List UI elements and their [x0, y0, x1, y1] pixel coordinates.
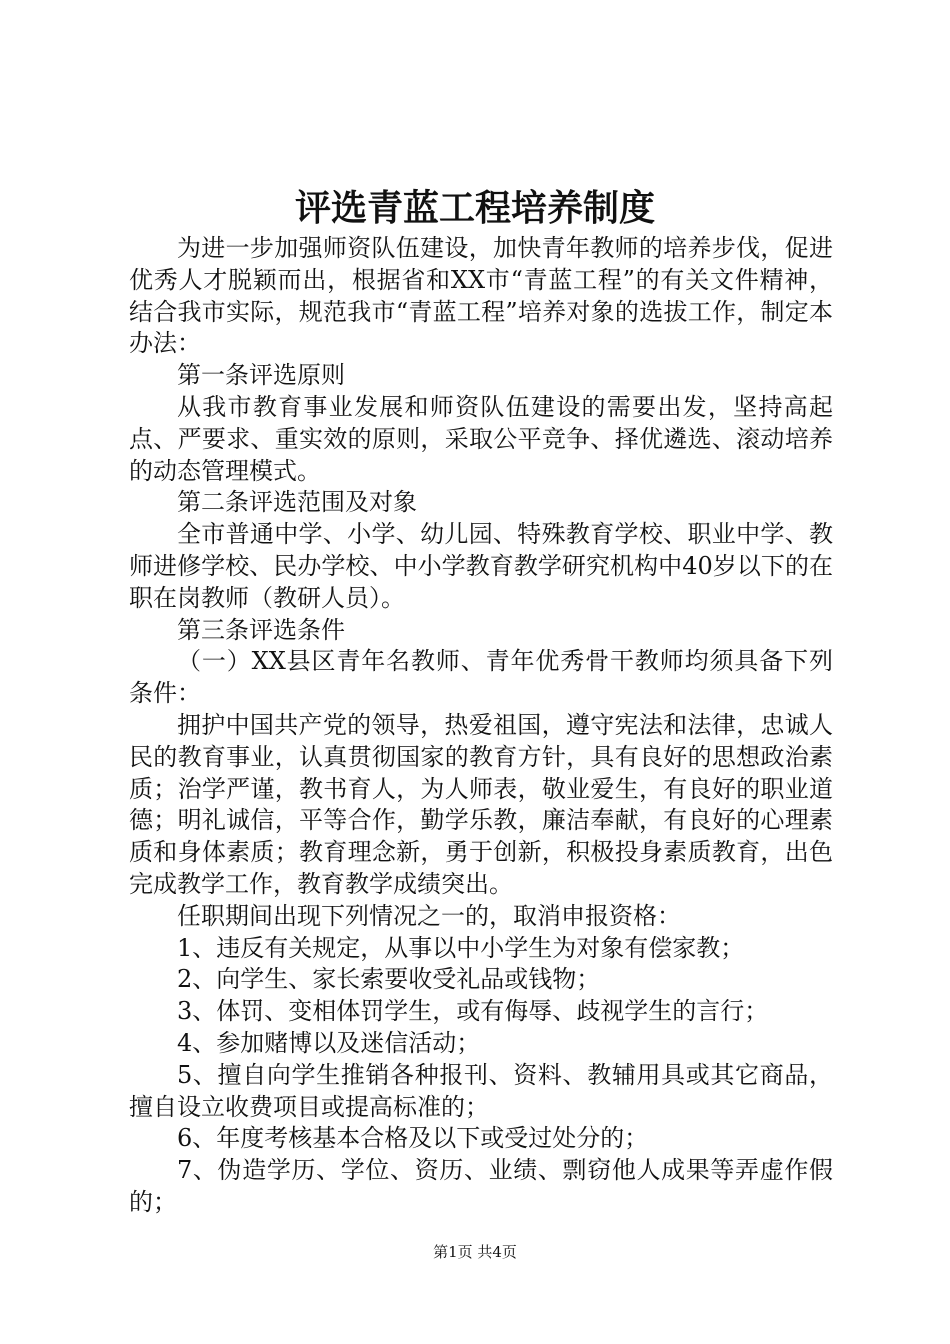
document-body — [129, 233, 833, 1219]
list-item: 4、参加赌博以及迷信活动； — [177, 1028, 481, 1057]
intro-paragraph: 为进一步加强师资队伍建设，加快青年教师的培养步伐，促进优秀人才脱颖而出，根据省和XX市“青蓝工程”的有关文件精神，结合我市实际，规范我市“青蓝工程”培养对象的选拔工作，制定本办法： — [129, 234, 833, 358]
cancel-intro: 任职期间出现下列情况之一的，取消申报资格： — [177, 901, 681, 930]
article-2-text: 全市普通中学、小学、幼儿园、特殊教育学校、职业中学、教师进修学校、民办学校、中小学教育教学研究机构中40岁以下的在职在岗教师（教研人员）。 — [129, 520, 833, 612]
article-1-heading: 第一条评选原则 — [177, 361, 345, 390]
list-item: 5、擅自向学生推销各种报刊、资料、教辅用具或其它商品，擅自设立收费项目或提高标准的； — [129, 1060, 833, 1121]
list-item: 1、违反有关规定，从事以中小学生为对象有偿家教； — [177, 933, 745, 962]
list-item: 3、体罚、变相体罚学生，或有侮辱、歧视学生的言行； — [177, 997, 769, 1026]
article-1-text: 从我市教育事业发展和师资队伍建设的需要出发，坚持高起点、严要求、重实效的原则，采取公平竞争、择优遴选、滚动培养的动态管理模式。 — [129, 392, 833, 485]
list-item: 6、年度考核基本合格及以下或受过处分的； — [177, 1124, 649, 1153]
article-3-subsection-1: （一）XX县区青年名教师、青年优秀骨干教师均须具备下列条件： — [129, 647, 833, 708]
article-3-heading: 第三条评选条件 — [177, 615, 345, 644]
list-item: 7、伪造学历、学位、资历、业绩、剽窃他人成果等弄虚作假的； — [129, 1156, 833, 1216]
document-title: 评选青蓝工程培养制度 — [294, 187, 655, 229]
article-2-heading: 第二条评选范围及对象 — [177, 488, 417, 517]
page-footer: 第1页 共4页 — [433, 1243, 517, 1261]
list-item: 2、向学生、家长索要收受礼品或钱物； — [177, 965, 601, 994]
article-3-conditions: 拥护中国共产党的领导，热爱祖国，遵守宪法和法律，忠诚人民的教育事业，认真贯彻国家的教育方针，具有良好的思想政治素质；治学严谨，教书育人，为人师表，敬业爱生，有良好的职业道德；明礼诚信，平等合作，勤学乐教，廉洁奉献，有良好的心理素质和身体素质；教育理念新，勇于创新，积极投身素质教育，出色完成教学工作，教育教学成绩突出。 — [129, 710, 833, 898]
